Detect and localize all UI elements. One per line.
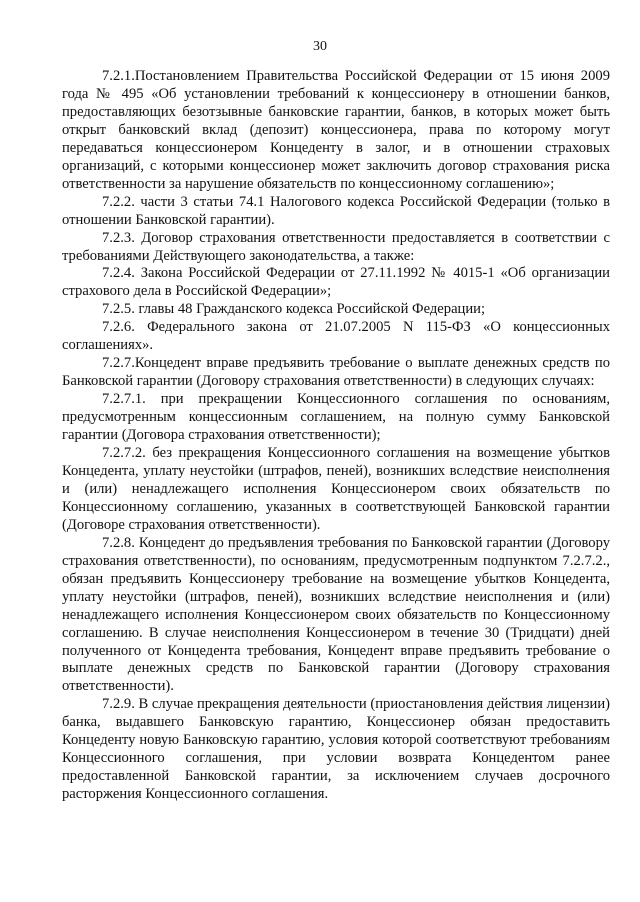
paragraph-7-2-1: 7.2.1.Постановлением Правительства Российской Федерации от 15 июня 2009 года № 495 «Об установлении требований к концессионеру в отношении банков, предоставляющих безотзывные банковские гарантии, банков, в которых может быть открыт банковский вклад (депозит) концессионера, права по которому могут передаваться концессионером Концеденту в залог, и в отношении страховых организаций, с которыми концессионер может заключить договор страхования риска ответственности за нарушение обязательств по концессионному соглашению»; — [62, 68, 610, 192]
paragraph-7-2-3: 7.2.3. Договор страхования ответственности предоставляется в соответствии с требованиями Действующего законодательства, а также: — [62, 229, 610, 264]
document-body — [62, 68, 610, 804]
paragraph-7-2-7: 7.2.7.Концедент вправе предъявить требование о выплате денежных средств по Банковской гарантии (Договору страхования ответственности) в следующих случаях: — [62, 355, 610, 390]
paragraph-7-2-7-2: 7.2.7.2. без прекращения Концессионного соглашения на возмещение убытков Концедента, уплату неустойки (штрафов, пеней), возникших вследствие неисполнения и (или) ненадлежащего исполнения Концессионером своих обязательств по Концессионному соглашению, указанных в соответствующей Банковской гарантии (Договоре страхования ответственности). — [62, 445, 610, 533]
paragraph-7-2-8: 7.2.8. Концедент до предъявления требования по Банковской гарантии (Договору страхования ответственности), по основаниям, предусмотренным подпунктом 7.2.7.2., обязан предъявить Концессионеру требование на возмещение убытков Концедента, уплату неустойки (штрафов, пеней), возникших вследствие неисполнения и (или) ненадлежащего исполнения Концессионером своих обязательств по Концессионному соглашению. В случае неисполнения Концессионером в течение 30 (Тридцати) дней полученного от Концедента требования, Концедент вправе предъявить требование о выплате денежных средств по Банковской гарантии (Договору страхования ответственности). — [62, 534, 610, 695]
paragraph-7-2-9: 7.2.9. В случае прекращения деятельности (приостановления действия лицензии) банка, выдавшего Банковскую гарантию, Концессионер обязан предоставить Концеденту новую Банковскую гарантию, условия которой соответствуют требованиям Концессионного соглашения, при условии возврата Концедентом ранее предоставленной Банковской гарантии, за исключением случаев досрочного расторжения Концессионного соглашения. — [62, 696, 610, 803]
paragraph-7-2-6: 7.2.6. Федерального закона от 21.07.2005 N 115-ФЗ «О концессионных соглашениях». — [62, 319, 610, 354]
page-number: 30 — [313, 39, 327, 54]
paragraph-7-2-4: 7.2.4. Закона Российской Федерации от 27.11.1992 № 4015-1 «Об организации страхового дела в Российской Федерации»; — [62, 265, 610, 300]
paragraph-7-2-7-1: 7.2.7.1. при прекращении Концессионного соглашения по основаниям, предусмотренным концессионным соглашением, на полную сумму Банковской гарантии (Договора страхования ответственности); — [62, 391, 610, 444]
paragraph-7-2-5: 7.2.5. главы 48 Гражданского кодекса Российской Федерации; — [102, 301, 486, 318]
paragraph-7-2-2: 7.2.2. части 3 статьи 74.1 Налогового кодекса Российской Федерации (только в отношении Банковской гарантии). — [62, 193, 610, 228]
